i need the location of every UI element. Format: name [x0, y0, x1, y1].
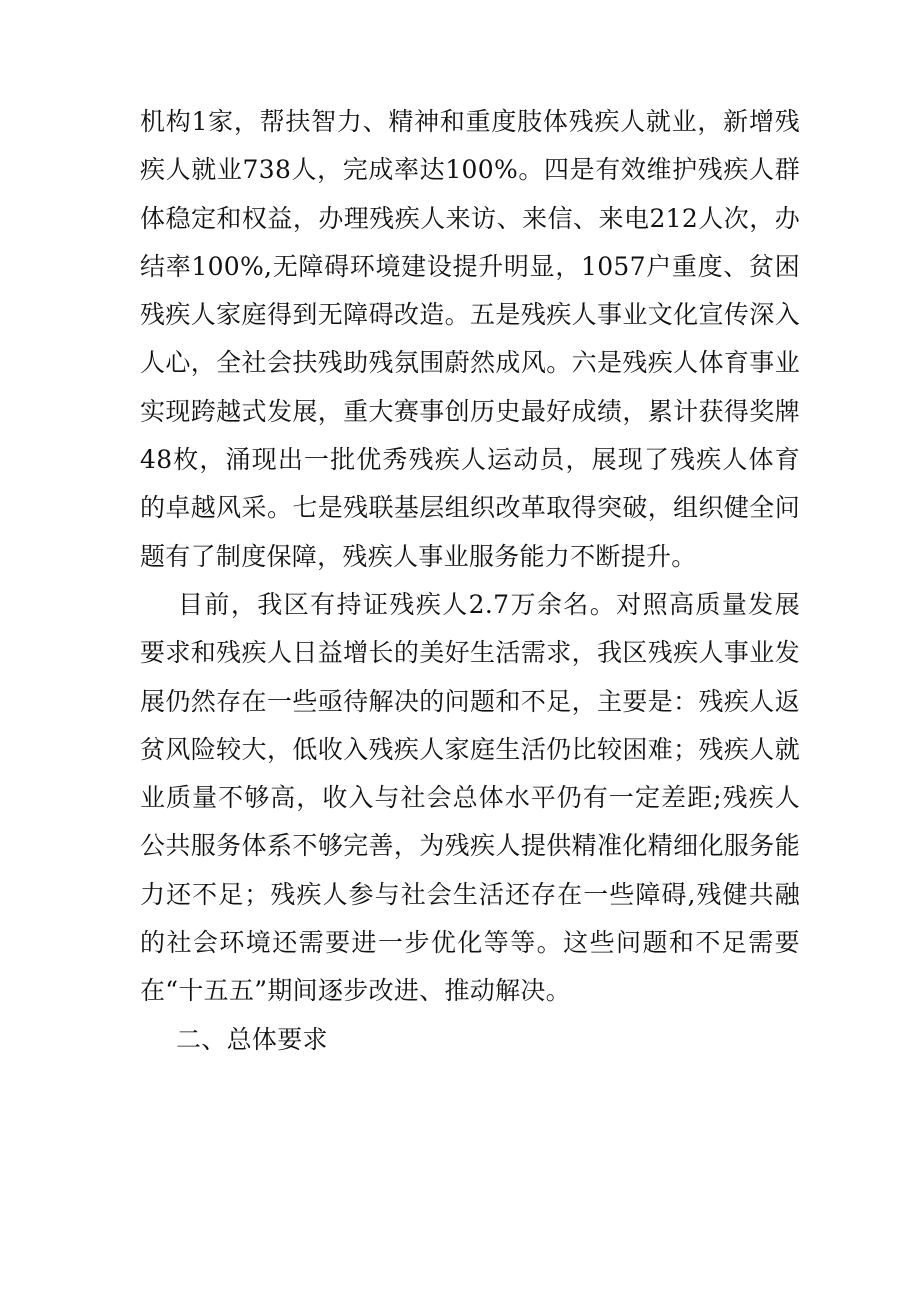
paragraph-continuation: 机构1家，帮扶智力、精神和重度肢体残疾人就业，新增残疾人就业738人，完成率达100%。四是有效维护残疾人群体稳定和权益，办理残疾人来访、来信、来电212人次，办结率100%,无障碍环境建设提升明显，1057户重度、贫困残疾人家庭得到无障碍改造。五是残疾人事业文化宣传深入人心，全社会扶残助残氛围蔚然成风。六是残疾人体育事业实现跨越式发展，重大赛事创历史最好成绩，累计获得奖牌48枚，涌现出一批优秀残疾人运动员，展现了残疾人体育的卓越风采。七是残联基层组织改革取得突破，组织健全问题有了制度保障，残疾人事业服务能力不断提升。 — [140, 107, 800, 571]
document-body — [140, 98, 800, 1064]
paragraph-current-status: 目前，我区有持证残疾人2.7万余名。对照高质量发展要求和残疾人日益增长的美好生活需求，我区残疾人事业发展仍然存在一些亟待解决的问题和不足，主要是：残疾人返贫风险较大，低收入残疾人家庭生活仍比较困难；残疾人就业质量不够高，收入与社会总体水平仍有一定差距;残疾人公共服务体系不够完善，为残疾人提供精准化精细化服务能力还不足；残疾人参与社会生活还存在一些障碍,残健共融的社会环境还需要进一步优化等等。这些问题和不足需要在“十五五”期间逐步改进、推动解决。 — [140, 589, 800, 1006]
section-heading: 二、总体要求 — [176, 1024, 328, 1054]
